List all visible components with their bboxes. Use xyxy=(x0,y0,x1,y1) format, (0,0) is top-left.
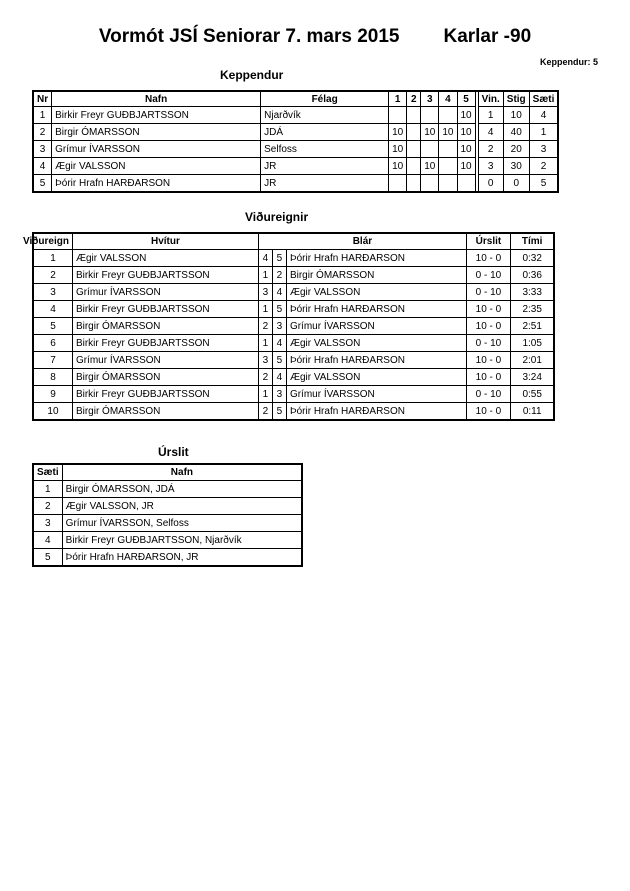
white-competitor: Ægir VALSSON xyxy=(72,250,258,267)
match-result: 10 - 0 xyxy=(466,352,510,369)
table-row xyxy=(33,158,558,175)
col-header: Sæti xyxy=(529,91,558,107)
blue-number: 2 xyxy=(272,267,286,284)
match-time: 0:36 xyxy=(510,267,554,284)
table-row xyxy=(33,175,558,193)
table-header-row xyxy=(33,91,558,107)
round-score: 10 xyxy=(389,141,407,158)
match-time: 0:11 xyxy=(510,403,554,421)
table-header-row xyxy=(33,233,554,250)
white-competitor: Birgir ÓMARSSON xyxy=(72,369,258,386)
blue-competitor: Grímur ÍVARSSON xyxy=(286,318,466,335)
competitor-place: 1 xyxy=(529,124,558,141)
round-score: 10 xyxy=(439,124,457,141)
match-result: 0 - 10 xyxy=(466,267,510,284)
match-result: 10 - 0 xyxy=(466,318,510,335)
blue-number: 5 xyxy=(272,250,286,267)
competitor-wins: 3 xyxy=(478,158,503,175)
blue-number: 3 xyxy=(272,318,286,335)
white-number: 2 xyxy=(258,403,272,421)
table-row xyxy=(33,481,302,498)
white-competitor: Birkir Freyr GUÐBJARTSSON xyxy=(72,267,258,284)
round-score: 10 xyxy=(389,158,407,175)
competitor-number: 3 xyxy=(33,141,52,158)
blue-competitor: Ægir VALSSON xyxy=(286,335,466,352)
table-row xyxy=(33,124,558,141)
round-score: 10 xyxy=(421,158,439,175)
col-header: Tími xyxy=(510,233,554,250)
col-header: Félag xyxy=(261,91,389,107)
table-row xyxy=(33,532,302,549)
match-number: 2 xyxy=(33,267,72,284)
white-competitor: Birgir ÓMARSSON xyxy=(72,403,258,421)
competitor-name: Þórir Hrafn HARÐARSON xyxy=(52,175,261,193)
results-table xyxy=(32,463,303,567)
white-number: 2 xyxy=(258,369,272,386)
blue-competitor: Grímur ÍVARSSON xyxy=(286,386,466,403)
table-row xyxy=(33,498,302,515)
round-score: 10 xyxy=(421,124,439,141)
col-header: Viðureign xyxy=(33,233,72,250)
col-header: Hvítur xyxy=(72,233,258,250)
blue-competitor: Ægir VALSSON xyxy=(286,284,466,301)
competitor-wins: 0 xyxy=(478,175,503,193)
round-score: 10 xyxy=(457,124,475,141)
competitors-heading: Keppendur xyxy=(220,68,284,82)
round-score xyxy=(389,175,407,193)
match-time: 3:24 xyxy=(510,369,554,386)
col-header: Nr xyxy=(33,91,52,107)
match-time: 1:05 xyxy=(510,335,554,352)
col-header: Sæti xyxy=(33,464,62,481)
white-number: 3 xyxy=(258,284,272,301)
competitor-place: 2 xyxy=(529,158,558,175)
blue-competitor: Birgir ÓMARSSON xyxy=(286,267,466,284)
competitor-number: 1 xyxy=(33,107,52,124)
round-score xyxy=(389,107,407,124)
col-header: 3 xyxy=(421,91,439,107)
white-competitor: Grímur ÍVARSSON xyxy=(72,352,258,369)
white-number: 2 xyxy=(258,318,272,335)
table-row xyxy=(33,386,554,403)
competitor-club: Njarðvík xyxy=(261,107,389,124)
round-score xyxy=(407,175,421,193)
match-result: 10 - 0 xyxy=(466,369,510,386)
competitor-wins: 4 xyxy=(478,124,503,141)
blue-competitor: Þórir Hrafn HARÐARSON xyxy=(286,352,466,369)
result-place: 3 xyxy=(33,515,62,532)
table-row xyxy=(33,267,554,284)
competitor-club: JR xyxy=(261,158,389,175)
blue-number: 5 xyxy=(272,352,286,369)
event-title: Vormót JSÍ Seniorar 7. mars 2015 xyxy=(98,26,400,47)
white-competitor: Birgir ÓMARSSON xyxy=(72,318,258,335)
match-time: 0:55 xyxy=(510,386,554,403)
result-place: 2 xyxy=(33,498,62,515)
table-header-row xyxy=(33,464,302,481)
weight-class: Karlar -90 xyxy=(443,26,532,47)
round-score xyxy=(407,141,421,158)
table-row xyxy=(33,515,302,532)
table-row xyxy=(33,369,554,386)
white-number: 1 xyxy=(258,301,272,318)
match-time: 0:32 xyxy=(510,250,554,267)
blue-competitor: Ægir VALSSON xyxy=(286,369,466,386)
competitor-points: 30 xyxy=(503,158,529,175)
match-number: 3 xyxy=(33,284,72,301)
competitor-name: Birkir Freyr GUÐBJARTSSON xyxy=(52,107,261,124)
competitor-place: 5 xyxy=(529,175,558,193)
result-name: Birgir ÓMARSSON, JDÁ xyxy=(62,481,302,498)
competitor-name: Ægir VALSSON xyxy=(52,158,261,175)
result-name: Birkir Freyr GUÐBJARTSSON, Njarðvík xyxy=(62,532,302,549)
competitor-number: 5 xyxy=(33,175,52,193)
round-score: 10 xyxy=(457,107,475,124)
round-score xyxy=(439,107,457,124)
round-score xyxy=(421,175,439,193)
table-row xyxy=(33,318,554,335)
blue-number: 4 xyxy=(272,369,286,386)
match-time: 2:01 xyxy=(510,352,554,369)
competitor-points: 10 xyxy=(503,107,529,124)
competitor-points: 0 xyxy=(503,175,529,193)
round-score xyxy=(439,141,457,158)
round-score: 10 xyxy=(389,124,407,141)
match-number: 6 xyxy=(33,335,72,352)
result-name: Þórir Hrafn HARÐARSON, JR xyxy=(62,549,302,567)
blue-number: 4 xyxy=(272,335,286,352)
blue-competitor: Þórir Hrafn HARÐARSON xyxy=(286,301,466,318)
match-number: 1 xyxy=(33,250,72,267)
competitor-club: JR xyxy=(261,175,389,193)
table-row xyxy=(33,403,554,421)
match-number: 7 xyxy=(33,352,72,369)
match-number: 10 xyxy=(33,403,72,421)
blue-number: 3 xyxy=(272,386,286,403)
col-header: Nafn xyxy=(52,91,261,107)
match-time: 2:35 xyxy=(510,301,554,318)
blue-competitor: Þórir Hrafn HARÐARSON xyxy=(286,403,466,421)
table-row xyxy=(33,301,554,318)
competitor-number: 2 xyxy=(33,124,52,141)
col-header: Vin. xyxy=(478,91,503,107)
white-competitor: Birkir Freyr GUÐBJARTSSON xyxy=(72,301,258,318)
round-score: 10 xyxy=(457,158,475,175)
result-place: 1 xyxy=(33,481,62,498)
match-result: 0 - 10 xyxy=(466,335,510,352)
match-number: 5 xyxy=(33,318,72,335)
col-header: 4 xyxy=(439,91,457,107)
competitor-points: 20 xyxy=(503,141,529,158)
white-competitor: Grímur ÍVARSSON xyxy=(72,284,258,301)
white-competitor: Birkir Freyr GUÐBJARTSSON xyxy=(72,335,258,352)
col-header: Stig xyxy=(503,91,529,107)
match-result: 10 - 0 xyxy=(466,301,510,318)
matches-table xyxy=(23,232,555,421)
match-number: 9 xyxy=(33,386,72,403)
competitor-number: 4 xyxy=(33,158,52,175)
competitor-club: JDÁ xyxy=(261,124,389,141)
col-header: 1 xyxy=(389,91,407,107)
page-title xyxy=(0,26,630,48)
col-header: 5 xyxy=(457,91,475,107)
table-row xyxy=(33,284,554,301)
white-number: 3 xyxy=(258,352,272,369)
table-row xyxy=(33,549,302,567)
result-place: 5 xyxy=(33,549,62,567)
blue-number: 5 xyxy=(272,301,286,318)
competitor-name: Birgir ÓMARSSON xyxy=(52,124,261,141)
blue-number: 5 xyxy=(272,403,286,421)
col-header: Úrslit xyxy=(466,233,510,250)
col-header: 2 xyxy=(407,91,421,107)
match-time: 2:51 xyxy=(510,318,554,335)
result-name: Grímur ÍVARSSON, Selfoss xyxy=(62,515,302,532)
white-competitor: Birkir Freyr GUÐBJARTSSON xyxy=(72,386,258,403)
competitor-club: Selfoss xyxy=(261,141,389,158)
round-score xyxy=(421,107,439,124)
round-score: 10 xyxy=(457,141,475,158)
col-header: Blár xyxy=(258,233,466,250)
match-result: 10 - 0 xyxy=(466,403,510,421)
competitors-table xyxy=(32,90,559,193)
result-place: 4 xyxy=(33,532,62,549)
blue-competitor: Þórir Hrafn HARÐARSON xyxy=(286,250,466,267)
result-name: Ægir VALSSON, JR xyxy=(62,498,302,515)
competitor-wins: 2 xyxy=(478,141,503,158)
competitor-name: Grímur ÍVARSSON xyxy=(52,141,261,158)
match-time: 3:33 xyxy=(510,284,554,301)
round-score xyxy=(457,175,475,193)
col-header: Nafn xyxy=(62,464,302,481)
matches-heading: Viðureignir xyxy=(245,210,309,224)
white-number: 1 xyxy=(258,386,272,403)
match-result: 10 - 0 xyxy=(466,250,510,267)
table-row xyxy=(33,335,554,352)
table-row xyxy=(33,250,554,267)
match-result: 0 - 10 xyxy=(466,386,510,403)
round-score xyxy=(439,158,457,175)
round-score xyxy=(407,107,421,124)
results-heading: Úrslit xyxy=(158,445,189,459)
round-score xyxy=(439,175,457,193)
round-score xyxy=(421,141,439,158)
table-row xyxy=(33,141,558,158)
competitor-place: 3 xyxy=(529,141,558,158)
round-score xyxy=(407,158,421,175)
match-number: 4 xyxy=(33,301,72,318)
white-number: 1 xyxy=(258,267,272,284)
blue-number: 4 xyxy=(272,284,286,301)
white-number: 1 xyxy=(258,335,272,352)
competitor-place: 4 xyxy=(529,107,558,124)
match-number: 8 xyxy=(33,369,72,386)
competitor-count: Keppendur: 5 xyxy=(539,57,598,67)
match-result: 0 - 10 xyxy=(466,284,510,301)
white-number: 4 xyxy=(258,250,272,267)
round-score xyxy=(407,124,421,141)
competitor-points: 40 xyxy=(503,124,529,141)
table-row xyxy=(33,352,554,369)
competitor-wins: 1 xyxy=(478,107,503,124)
table-row xyxy=(33,107,558,124)
